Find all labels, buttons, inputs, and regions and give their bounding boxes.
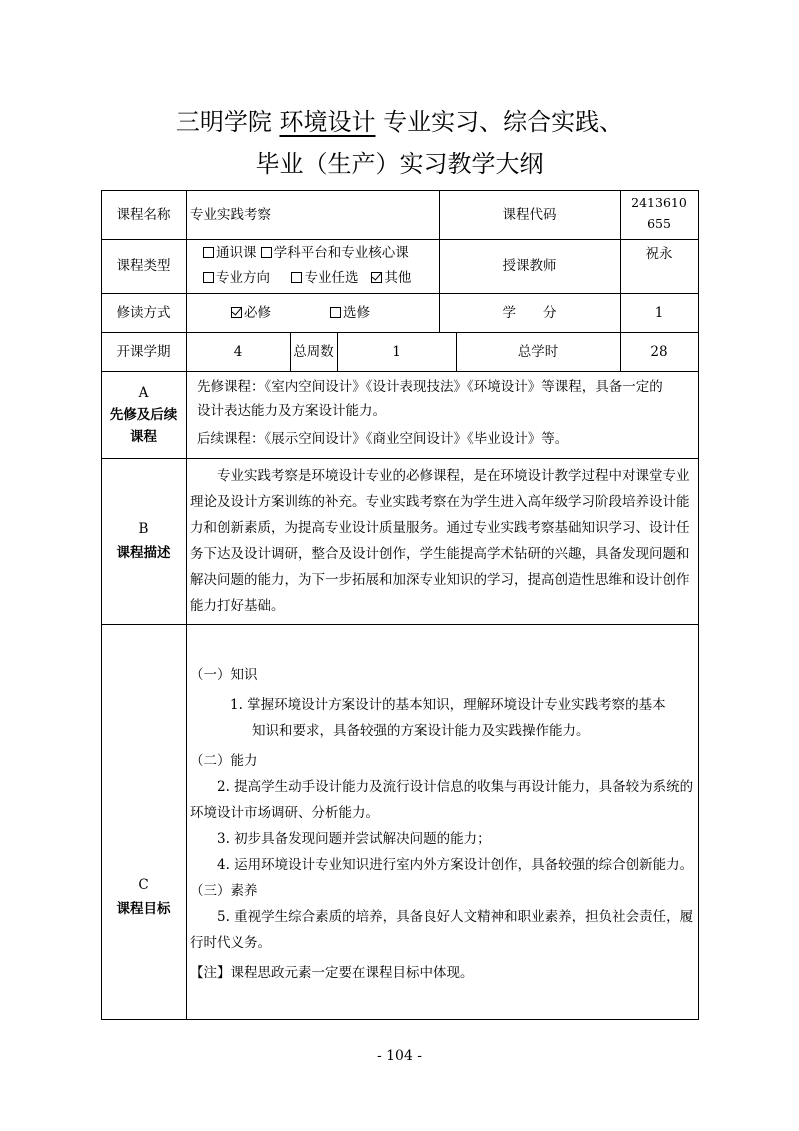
section-a-content: 先修课程：《室内空间设计》《设计表现技法》《环境设计》等课程，具备一定的 设计表达能力及方案设计能力。 后续课程：《展示空间设计》《商业空间设计》《毕业设计》等。 bbox=[197, 375, 695, 455]
checkbox-core bbox=[261, 247, 272, 258]
section-c-header: C 课程目标 bbox=[116, 876, 171, 917]
hours-label: 总学时 bbox=[517, 343, 559, 360]
objective-1: 1. 掌握环境设计方案设计的基本知识，理解环境设计专业实践考察的基本 知识和要求，具备较强的方案设计能力及实践操作能力。 bbox=[230, 697, 666, 739]
course-name-value: 专业实践考察 bbox=[190, 206, 271, 223]
objective-heading-quality: （三）素养 bbox=[190, 883, 258, 899]
objective-heading-knowledge: （一）知识 bbox=[190, 667, 258, 683]
checkbox-elective bbox=[330, 307, 341, 318]
section-b-content bbox=[190, 463, 695, 621]
checkbox-other-checked bbox=[371, 272, 382, 283]
hours-value: 28 bbox=[650, 343, 668, 360]
weeks-label: 总周数 bbox=[293, 343, 334, 360]
checkbox-required-checked bbox=[231, 307, 242, 318]
document-title-line2: 毕业（生产）实习教学大纲 bbox=[255, 150, 544, 178]
objective-2: 2. 提高学生动手设计能力及流行设计信息的收集与再设计能力，具备较为系统的环境设计市场调研、分析能力。 bbox=[190, 779, 694, 821]
credit-label: 学 分 bbox=[502, 304, 557, 321]
weeks-value: 1 bbox=[392, 343, 401, 360]
objective-heading-ability: （二）能力 bbox=[190, 753, 258, 769]
objective-5: 5. 重视学生综合素质的培养，具备良好人文精神和职业素养，担负社会责任，履行时代义务。 bbox=[190, 909, 694, 951]
major-name: 环境设计 bbox=[279, 108, 376, 136]
semester-label: 开课学期 bbox=[116, 343, 171, 360]
teacher-value: 祝永 bbox=[645, 246, 673, 262]
checkbox-optional bbox=[291, 272, 302, 283]
credit-value: 1 bbox=[654, 304, 664, 321]
mode-required: 必修 bbox=[231, 293, 351, 332]
course-code-value: 2413610 655 bbox=[631, 195, 687, 231]
document-title-line1: 三明学院 环境设计 专业实习、综合实践、 bbox=[175, 108, 624, 136]
page-number: - 104 - bbox=[376, 1048, 423, 1064]
note: 【注】课程思政元素一定要在课程目标中体现。 bbox=[190, 965, 474, 981]
checkbox-direction bbox=[203, 272, 214, 283]
course-code-label: 课程代码 bbox=[502, 206, 557, 223]
course-type-label: 课程类型 bbox=[116, 258, 171, 274]
section-b-header: B 课程描述 bbox=[116, 521, 171, 561]
course-description: 专业实践考察是环境设计专业的必修课程，是在环境设计教学过程中对课堂专业理论及设计方案训练的补充。专业实践考察在为学生进入高年级学习阶段培养设计能力和创新素质，为提高专业设计质量服务。通过专业实践考察基础知识学习、设计任务下达及设计调研，整合及设计创作，学生能提高学术钻研的兴趣，具备发现问题和解决问题的能力，为下一步拓展和加深专业知识的学习，提高创造性思维和设计创作能力打好基础。 bbox=[190, 468, 690, 614]
course-name-label: 课程名称 bbox=[116, 206, 171, 223]
prerequisite-courses: 先修课程：《室内空间设计》《设计表现技法》《环境设计》等课程，具备一定的 bbox=[197, 379, 663, 395]
study-mode-label: 修读方式 bbox=[116, 304, 171, 321]
teacher-label: 授课教师 bbox=[502, 258, 557, 274]
semester-value: 4 bbox=[233, 343, 243, 360]
course-type-options: 通识课 学科平台和专业核心课 专业方向 专业任选 其他 bbox=[203, 241, 439, 293]
objective-3: 3. 初步具备发现问题并尝试解决问题的能力； bbox=[217, 831, 491, 847]
mode-elective: 选修 bbox=[330, 293, 430, 332]
objective-4: 4. 运用环境设计专业知识进行室内外方案设计创作，具备较强的综合创新能力。 bbox=[217, 857, 694, 873]
followup-courses: 后续课程：《展示空间设计》《商业空间设计》《毕业设计》等。 bbox=[197, 431, 569, 447]
section-a-header: A 先修及后续 课程 bbox=[109, 384, 178, 445]
checkbox-general bbox=[203, 247, 214, 258]
section-c-content bbox=[190, 662, 695, 1017]
